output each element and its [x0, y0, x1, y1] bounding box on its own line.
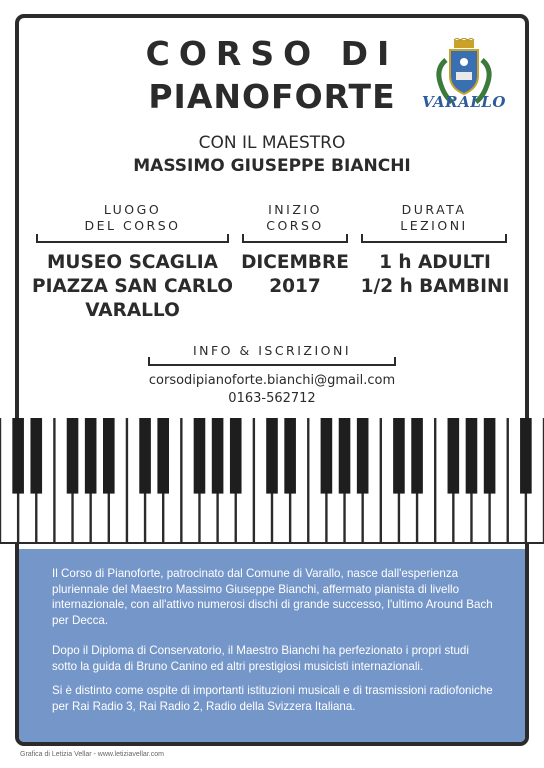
- bracket-location: [36, 234, 229, 243]
- black-key: [157, 418, 169, 494]
- email-link[interactable]: corsodipianoforte.bianchi@gmail.com: [148, 373, 396, 388]
- description-paragraph-1: Il Corso di Pianoforte, patrocinato dal Comune di Varallo, nasce dall'esperienza pluriennale del Maestro Massimo Giuseppe Bianchi, affermato pianista di livello internazionale, con all'attivo numerosi dischi di grande successo, l'ultimo Around Bach per Decca.: [52, 567, 493, 627]
- black-key: [12, 418, 24, 494]
- detail-label-duration: [361, 202, 507, 234]
- detail-label-start: [242, 202, 348, 234]
- subtitle-line-1: CON IL MAESTRO: [198, 133, 346, 153]
- black-key: [230, 418, 242, 494]
- black-key: [266, 418, 278, 494]
- detail-value-start: [236, 251, 354, 299]
- black-key: [393, 418, 405, 494]
- detail-label-location-line-2: DEL CORSO: [84, 218, 181, 233]
- detail-value-duration-line-2: 1/2 h BAMBINI: [360, 276, 510, 297]
- bracket-start: [242, 234, 348, 243]
- black-key: [284, 418, 296, 494]
- black-key: [411, 418, 423, 494]
- detail-label-start-line-2: CORSO: [266, 218, 324, 233]
- black-key: [520, 418, 532, 494]
- detail-label-location-line-1: LUOGO: [103, 202, 162, 217]
- black-key: [139, 418, 151, 494]
- title-line-2: PIANOFORTE: [148, 77, 396, 116]
- description-paragraph-3: Si è distinto come ospite di importanti istituzioni musicali e di trasmissioni radiofoniche per Rai Radio 3, Rai Radio 2, Radio della Svizzera Italiana.: [52, 684, 493, 713]
- detail-label-duration-line-1: DURATA: [401, 202, 467, 217]
- black-key: [212, 418, 224, 494]
- black-key: [448, 418, 460, 494]
- detail-value-location-line-1: MUSEO SCAGLIA: [47, 252, 218, 273]
- black-key: [85, 418, 97, 494]
- title-line-1: CORSO DI: [145, 34, 399, 73]
- bracket-duration: [361, 234, 507, 243]
- detail-value-start-line-1: DICEMBRE: [241, 252, 349, 273]
- detail-label-start-line-1: INIZIO: [268, 202, 322, 217]
- description-paragraph-2: Dopo il Diploma di Conservatorio, il Maestro Bianchi ha perfezionato i propri studi sotto la guida di Bruno Canino ed altri prestigiosi musicisti internazionali.: [52, 644, 469, 673]
- black-key: [103, 418, 115, 494]
- detail-value-start-line-2: 2017: [269, 276, 321, 297]
- black-key: [194, 418, 206, 494]
- info-label: INFO & ISCRIZIONI: [192, 343, 352, 358]
- logo-label: VARALLO: [422, 93, 506, 111]
- piano-keyboard: [0, 418, 544, 544]
- detail-value-duration: [356, 251, 514, 299]
- black-key: [484, 418, 496, 494]
- black-key: [357, 418, 369, 494]
- black-key: [339, 418, 351, 494]
- black-key: [466, 418, 478, 494]
- detail-value-location-line-3: VARALLO: [85, 300, 180, 321]
- black-key: [321, 418, 333, 494]
- black-key: [67, 418, 79, 494]
- detail-label-location: [36, 202, 229, 234]
- subtitle-line-2: MASSIMO GIUSEPPE BIANCHI: [133, 156, 411, 176]
- detail-value-duration-line-1: 1 h ADULTI: [379, 252, 491, 273]
- detail-value-location: [24, 251, 241, 323]
- credit-line: Grafica di Letizia Vellar - www.letiziavellar.com: [20, 751, 164, 758]
- black-key: [30, 418, 42, 494]
- detail-label-duration-line-2: LEZIONI: [400, 218, 468, 233]
- bracket-info: [148, 357, 396, 366]
- phone-number: 0163-562712: [228, 391, 316, 406]
- detail-value-location-line-2: PIAZZA SAN CARLO: [32, 276, 233, 297]
